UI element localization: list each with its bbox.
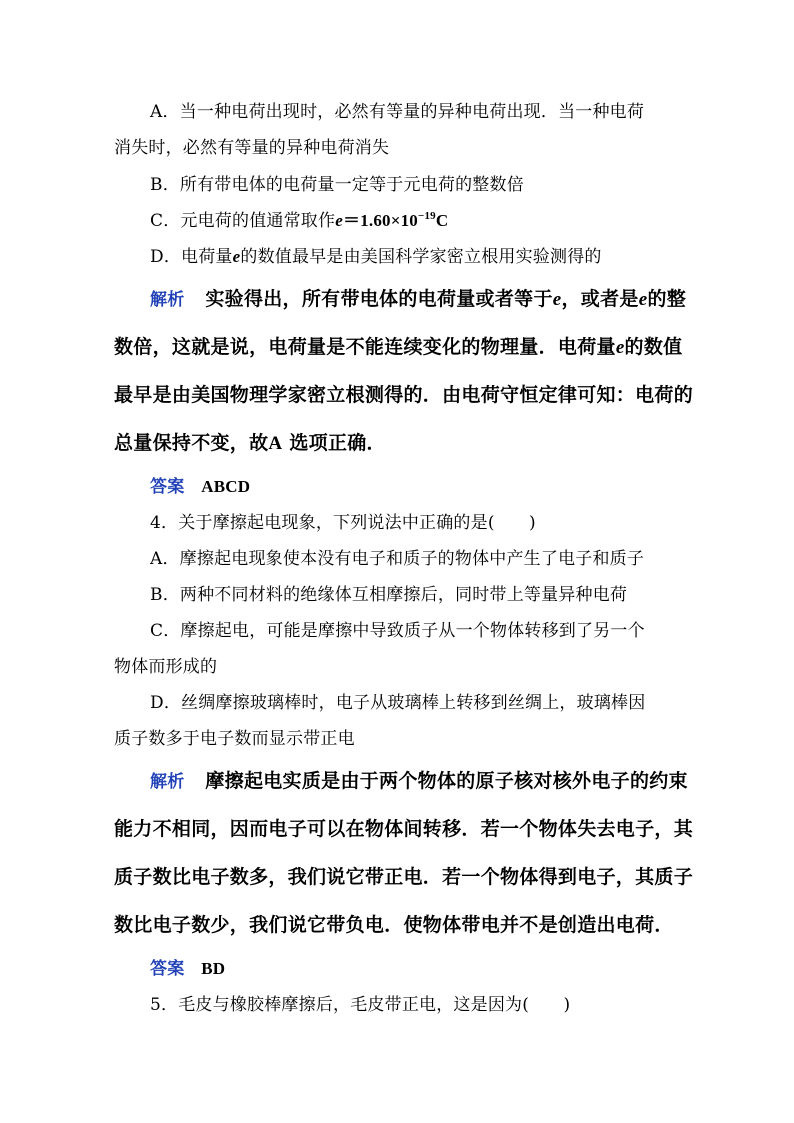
q3-option-b: B．所有带电体的电荷量一定等于元电荷的整数倍	[150, 175, 524, 195]
analysis-label: 解析	[150, 290, 185, 310]
q3-option-d-suffix: 的数值最早是由美国科学家密立根用实验测得的	[240, 247, 602, 267]
q3-answer	[150, 472, 250, 497]
q3-analysis-line4	[114, 428, 386, 455]
q3-analysis-line1	[150, 284, 686, 311]
q3-option-d-symbol: e	[232, 247, 241, 266]
q4-option-b: B．两种不同材料的绝缘体互相摩擦后，同时带上等量异种电荷	[150, 585, 628, 605]
q4-analysis-line2: 能力不相同，因而电子可以在物体间转移．若一个物体失去电子，其	[114, 818, 694, 840]
q4-option-a: A．摩擦起电现象使本没有电子和质子的物体中产生了电子和质子	[150, 549, 645, 569]
q4-option-d-line2: 质子数多于电子数而显示带正电	[114, 729, 355, 749]
q3-analysis-option-ref: A	[268, 433, 283, 454]
q4-option-c-line2: 物体而形成的	[114, 657, 218, 677]
q3-answer-value: ABCD	[201, 477, 251, 496]
q4-analysis-line3: 质子数比电子数多，我们说它带正电．若一个物体得到电子，其质子	[114, 866, 694, 888]
q3-analysis-symbol-e3: e	[615, 337, 625, 358]
q4-option-d-line1: D．丝绸摩擦玻璃棒时，电子从玻璃棒上转移到丝绸上，玻璃棒因	[150, 693, 646, 713]
q3-option-c-unit: C	[435, 211, 449, 230]
answer-label: 答案	[150, 477, 185, 497]
q3-option-c	[150, 206, 448, 231]
q3-analysis-symbol-e1: e	[552, 289, 562, 310]
analysis-label: 解析	[150, 772, 185, 792]
q3-analysis-text-4b: 选项正确．	[289, 432, 386, 454]
q4-stem: 4．关于摩擦起电现象，下列说法中正确的是( )	[150, 513, 536, 533]
q4-answer	[150, 954, 225, 979]
q3-analysis-text-2b: 的数值	[624, 336, 683, 358]
q3-analysis-line2	[114, 332, 682, 359]
q3-analysis-symbol-e2: e	[638, 289, 648, 310]
q3-option-c-symbol: e	[335, 211, 343, 230]
q4-option-c-line1: C．摩擦起电，可能是摩擦中导致质子从一个物体转移到了另一个	[150, 621, 645, 641]
q3-option-d-prefix: D．电荷量	[150, 247, 233, 267]
q4-analysis-line1	[150, 766, 688, 793]
q3-option-c-value: ＝1.60×10	[342, 211, 419, 230]
q3-analysis-text-1b: ，或者是	[561, 288, 639, 310]
q3-option-c-exponent: −19	[418, 210, 436, 222]
q3-analysis-line3: 最早是由美国物理学家密立根测得的．由电荷守恒定律可知：电荷的	[114, 384, 694, 406]
q4-analysis-line4: 数比电子数少，我们说它带负电．使物体带电并不是创造出电荷．	[114, 914, 674, 936]
q3-option-c-prefix: C．元电荷的值通常取作	[150, 211, 336, 231]
q3-option-d	[150, 242, 602, 267]
q4-analysis-text-1: 摩擦起电实质是由于两个物体的原子核对核外电子的约束	[205, 770, 688, 792]
answer-label: 答案	[150, 959, 185, 979]
q3-analysis-text-4a: 总量保持不变，故	[114, 432, 269, 454]
q3-option-a-line1: A．当一种电荷出现时，必然有等量的异种电荷出现．当一种电荷	[150, 102, 645, 122]
q3-option-a-line2: 消失时，必然有等量的异种电荷消失	[114, 138, 390, 158]
q3-analysis-text-1a: 实验得出，所有带电体的电荷量或者等于	[205, 288, 553, 310]
q3-analysis-text-2a: 数倍，这就是说，电荷量是不能连续变化的物理量．电荷量	[114, 336, 616, 358]
q5-stem: 5．毛皮与橡胶棒摩擦后，毛皮带正电，这是因为( )	[150, 995, 571, 1015]
q4-answer-value: BD	[201, 959, 226, 978]
q3-analysis-text-1c: 的整	[647, 288, 687, 310]
